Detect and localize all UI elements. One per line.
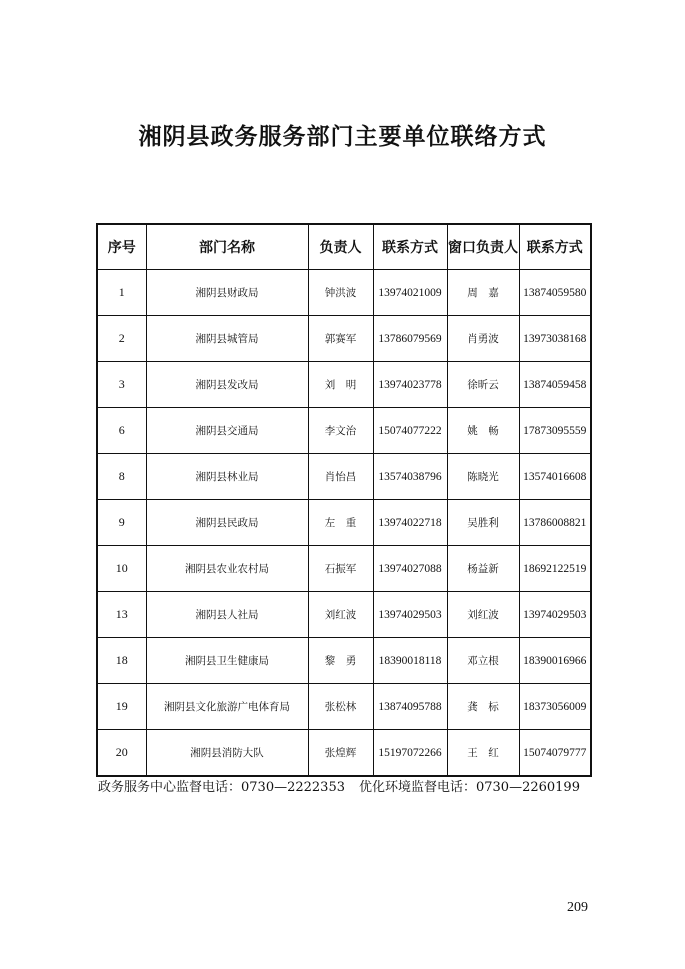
cell-window-head: 陈晓光 — [447, 454, 519, 500]
table-header-row — [97, 224, 591, 270]
table-row — [97, 316, 591, 362]
cell-seq: 10 — [97, 546, 146, 592]
cell-phone: 13974029503 — [373, 592, 447, 638]
table-row — [97, 684, 591, 730]
cell-window-head: 徐昕云 — [447, 362, 519, 408]
cell-seq: 20 — [97, 730, 146, 777]
cell-window-phone: 13874059580 — [519, 270, 591, 316]
cell-seq: 3 — [97, 362, 146, 408]
cell-window-phone: 18373056009 — [519, 684, 591, 730]
cell-window-head: 邓立根 — [447, 638, 519, 684]
cell-head: 张煌辉 — [308, 730, 373, 777]
cell-phone: 13974022718 — [373, 500, 447, 546]
cell-phone: 13574038796 — [373, 454, 447, 500]
cell-phone: 13874095788 — [373, 684, 447, 730]
cell-seq: 18 — [97, 638, 146, 684]
cell-dept: 湘阴县消防大队 — [146, 730, 308, 777]
cell-window-head: 周 嘉 — [447, 270, 519, 316]
cell-seq: 6 — [97, 408, 146, 454]
cell-phone: 13974027088 — [373, 546, 447, 592]
header-dept: 部门名称 — [146, 224, 308, 270]
cell-head: 钟洪波 — [308, 270, 373, 316]
service-center-hotline: 政务服务中心监督电话：0730—2222353 — [98, 780, 345, 795]
cell-window-phone: 13574016608 — [519, 454, 591, 500]
cell-window-head: 龚 标 — [447, 684, 519, 730]
cell-phone: 13974023778 — [373, 362, 447, 408]
cell-dept: 湘阴县文化旅游广电体育局 — [146, 684, 308, 730]
cell-seq: 9 — [97, 500, 146, 546]
table-row — [97, 500, 591, 546]
supervision-hotlines — [98, 776, 580, 795]
environment-hotline: 优化环境监督电话：0730—2260199 — [358, 780, 580, 795]
cell-head: 张松林 — [308, 684, 373, 730]
cell-window-phone: 13786008821 — [519, 500, 591, 546]
cell-dept: 湘阴县发改局 — [146, 362, 308, 408]
cell-dept: 湘阴县城管局 — [146, 316, 308, 362]
cell-window-head: 刘红波 — [447, 592, 519, 638]
cell-dept: 湘阴县人社局 — [146, 592, 308, 638]
header-head: 负责人 — [308, 224, 373, 270]
page-title: 湘阴县政务服务部门主要单位联络方式 — [138, 123, 547, 150]
header-phone: 联系方式 — [373, 224, 447, 270]
cell-phone: 13786079569 — [373, 316, 447, 362]
cell-head: 石振军 — [308, 546, 373, 592]
cell-dept: 湘阴县交通局 — [146, 408, 308, 454]
table-row — [97, 362, 591, 408]
cell-window-phone: 18692122519 — [519, 546, 591, 592]
header-seq: 序号 — [97, 224, 146, 270]
cell-seq: 19 — [97, 684, 146, 730]
header-window-phone: 联系方式 — [519, 224, 591, 270]
cell-dept: 湘阴县农业农村局 — [146, 546, 308, 592]
cell-head: 刘 明 — [308, 362, 373, 408]
cell-head: 左 重 — [308, 500, 373, 546]
header-window-head: 窗口负责人 — [447, 224, 519, 270]
cell-window-phone: 18390016966 — [519, 638, 591, 684]
cell-seq: 1 — [97, 270, 146, 316]
cell-window-head: 姚 畅 — [447, 408, 519, 454]
cell-window-head: 王 红 — [447, 730, 519, 777]
cell-phone: 15074077222 — [373, 408, 447, 454]
table-row — [97, 592, 591, 638]
table-row — [97, 408, 591, 454]
cell-head: 李文治 — [308, 408, 373, 454]
cell-dept: 湘阴县卫生健康局 — [146, 638, 308, 684]
cell-window-head: 杨益新 — [447, 546, 519, 592]
cell-window-phone: 13973038168 — [519, 316, 591, 362]
cell-window-phone: 17873095559 — [519, 408, 591, 454]
cell-phone: 15197072266 — [373, 730, 447, 777]
cell-phone: 13974021009 — [373, 270, 447, 316]
page-number: 209 — [567, 900, 588, 915]
cell-head: 肖怡昌 — [308, 454, 373, 500]
cell-phone: 18390018118 — [373, 638, 447, 684]
cell-dept: 湘阴县林业局 — [146, 454, 308, 500]
cell-window-head: 肖勇波 — [447, 316, 519, 362]
cell-window-head: 吴胜利 — [447, 500, 519, 546]
cell-head: 郭赛军 — [308, 316, 373, 362]
cell-window-phone: 15074079777 — [519, 730, 591, 777]
table-row — [97, 546, 591, 592]
cell-seq: 2 — [97, 316, 146, 362]
cell-seq: 8 — [97, 454, 146, 500]
cell-dept: 湘阴县民政局 — [146, 500, 308, 546]
table-row — [97, 270, 591, 316]
cell-window-phone: 13974029503 — [519, 592, 591, 638]
table-row — [97, 454, 591, 500]
cell-head: 刘红波 — [308, 592, 373, 638]
cell-head: 黎 勇 — [308, 638, 373, 684]
table-row — [97, 730, 591, 777]
table-row — [97, 638, 591, 684]
cell-window-phone: 13874059458 — [519, 362, 591, 408]
contacts-table — [96, 223, 592, 777]
cell-seq: 13 — [97, 592, 146, 638]
cell-dept: 湘阴县财政局 — [146, 270, 308, 316]
